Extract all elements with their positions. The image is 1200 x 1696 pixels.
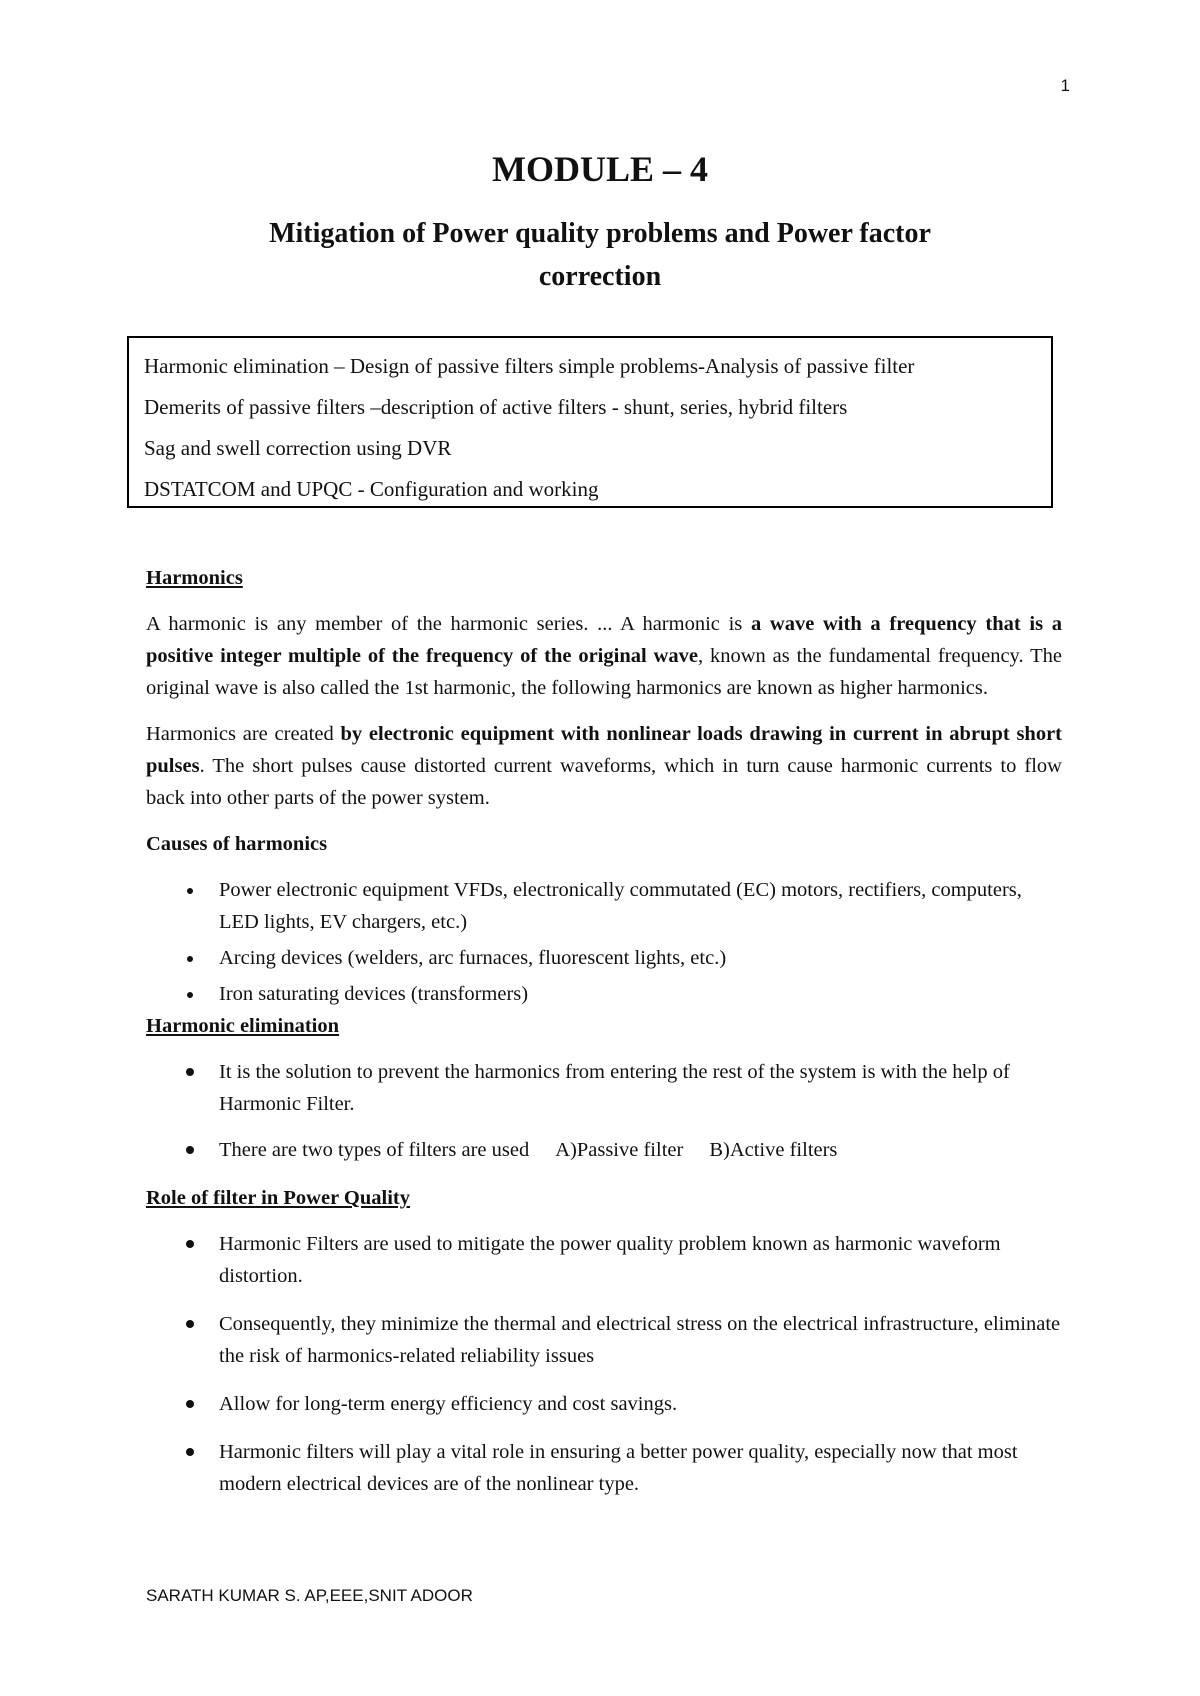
list-item: Harmonic Filters are used to mitigate the power quality problem known as harmonic waveform distortion. (146, 1228, 1062, 1292)
syllabus-line: Demerits of passive filters –description of active filters - shunt, series, hybrid filters (144, 395, 848, 419)
page-footer: SARATH KUMAR S. AP,EEE,SNIT ADOOR (146, 1586, 473, 1605)
list-item: Consequently, they minimize the thermal and electrical stress on the electrical infrastructure, eliminate the risk of harmonics-related reliability issues (146, 1308, 1062, 1372)
filter-type-b: B)Active filters (709, 1139, 838, 1161)
list-item: Harmonic filters will play a vital role in ensuring a better power quality, especially now that most modern electrical devices are of the nonlinear type. (146, 1436, 1062, 1500)
module-subtitle (150, 212, 1050, 298)
syllabus-line: DSTATCOM and UPQC - Configuration and working (144, 477, 599, 501)
list-item-filter-types (146, 1134, 1062, 1166)
elimination-list (146, 1056, 1062, 1166)
harmonics-heading: Harmonics (146, 567, 243, 589)
list-item: Allow for long-term energy efficiency and cost savings. (146, 1388, 1062, 1420)
text-run: A harmonic is any member of the harmonic series. ... A harmonic is (146, 613, 751, 635)
bold-text-run: a wave with a frequency that is a positive integer multiple of the frequency of the original wave (146, 613, 1063, 667)
list-item: Power electronic equipment VFDs, electronically commutated (EC) motors, rectifiers, computers, LED lights, EV chargers, etc.) (146, 874, 1062, 938)
syllabus-line: Sag and swell correction using DVR (144, 436, 452, 460)
causes-list (146, 874, 1062, 1010)
list-item: Arcing devices (welders, arc furnaces, fluorescent lights, etc.) (146, 942, 1062, 974)
harmonics-paragraph-2 (146, 718, 1062, 814)
role-of-filter-heading: Role of filter in Power Quality (146, 1187, 410, 1209)
module-title: MODULE – 4 (492, 149, 708, 189)
list-item: It is the solution to prevent the harmonics from entering the rest of the system is with the help of Harmonic Filter. (146, 1056, 1062, 1120)
role-list (146, 1228, 1062, 1500)
subtitle-line-1: Mitigation of Power quality problems and Power factor (269, 218, 931, 249)
text-run: Harmonics are created (146, 723, 341, 745)
harmonic-elimination-heading: Harmonic elimination (146, 1015, 340, 1037)
filter-type-a: A)Passive filter (555, 1139, 684, 1161)
causes-heading: Causes of harmonics (146, 833, 328, 855)
page-number: 1 (1060, 76, 1070, 95)
text-run: , known as the fundamental frequency. The original wave is also called the 1st harmonic, the following harmonics are known as higher harmonics. (146, 645, 1062, 699)
text-run: . The short pulses cause distorted current waveforms, which in turn cause harmonic currents to flow back into other parts of the power system. (146, 755, 1062, 809)
syllabus-line: Harmonic elimination – Design of passive filters simple problems-Analysis of passive filter (144, 354, 915, 378)
list-item: Iron saturating devices (transformers) (146, 978, 1062, 1010)
harmonics-paragraph-1 (146, 608, 1062, 704)
subtitle-line-2: correction (538, 261, 662, 292)
syllabus-box (127, 336, 1053, 508)
main-content (146, 562, 1062, 1500)
text-run: There are two types of filters are used (219, 1139, 530, 1161)
bold-text-run: by electronic equipment with nonlinear loads drawing in current in abrupt short pulses (146, 723, 1063, 777)
